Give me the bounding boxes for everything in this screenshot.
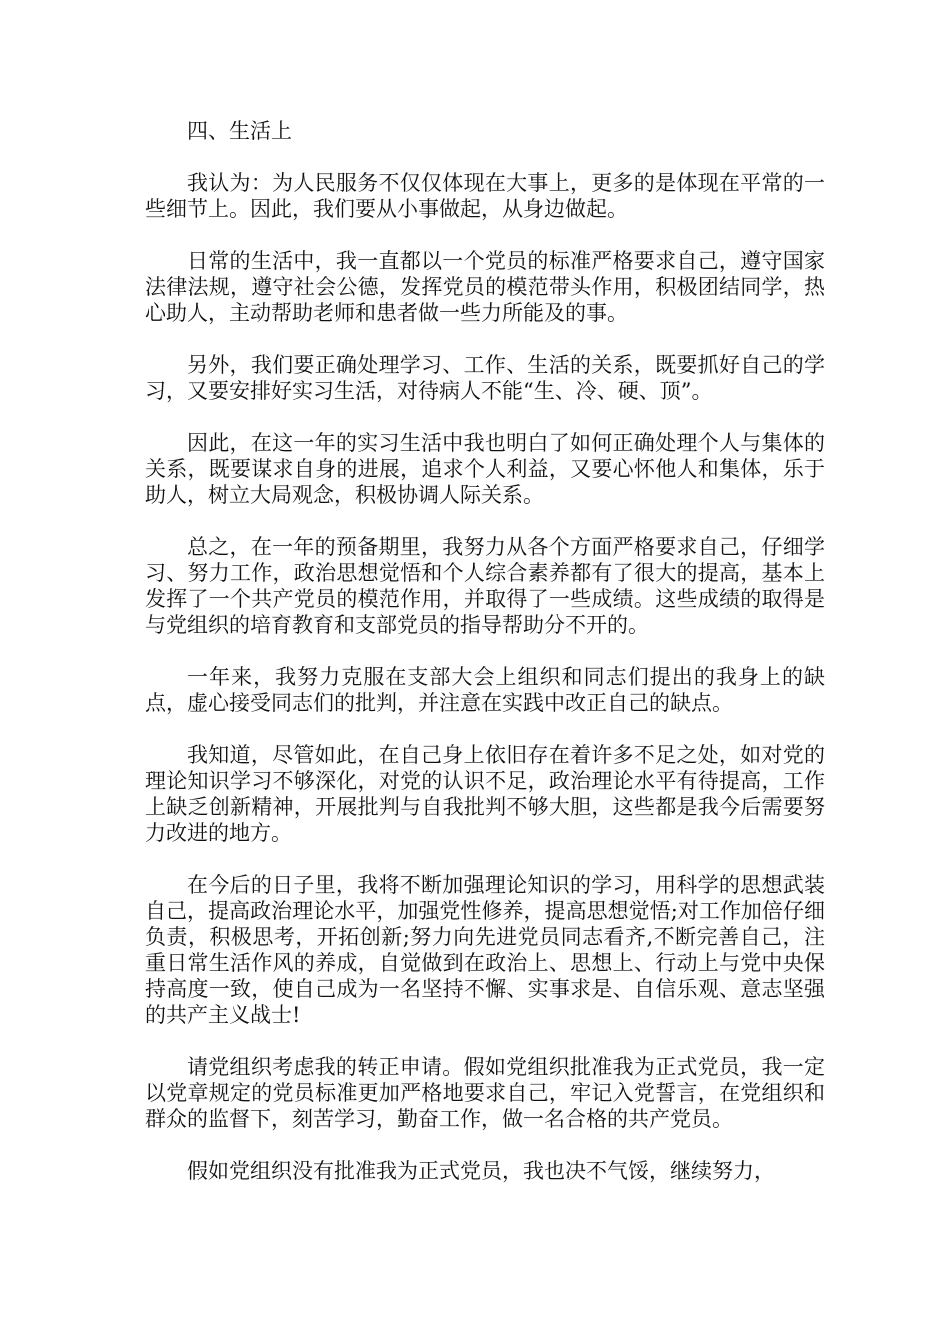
paragraph-5: 总之，在一年的预备期里，我努力从各个方面严格要求自己，仔细学习、努力工作，政治思想觉悟和个人综合素养都有了很大的提高，基本上发挥了一个共产党员的模范作用，并取得了一些成绩。这些成绩的取得是与党组织的培育教育和支部党员的指导帮助分不开的。 xyxy=(145,535,825,637)
paragraph-2: 日常的生活中，我一直都以一个党员的标准严格要求自己，遵守国家法律法规，遵守社会公德，发挥党员的模范带头作用，积极团结同学，热心助人，主动帮助老师和患者做一些力所能及的事。 xyxy=(145,249,825,325)
paragraph-8: 在今后的日子里，我将不断加强理论知识的学习，用科学的思想武装自己，提高政治理论水平，加强党性修养，提高思想觉悟;对工作加倍仔细负责，积极思考，开拓创新;努力向先进党员同志看齐,不断完善自己，注重日常生活作风的养成，自觉做到在政治上、思想上、行动上与党中央保持高度一致，使自己成为一名坚持不懈、实事求是、自信乐观、意志坚强的共产主义战士! xyxy=(145,873,825,1027)
paragraph-1: 我认为：为人民服务不仅仅体现在大事上，更多的是体现在平常的一些细节上。因此，我们要从小事做起，从身边做起。 xyxy=(145,171,825,221)
paragraph-9: 请党组织考虑我的转正申请。假如党组织批准我为正式党员，我一定以党章规定的党员标准更加严格地要求自己，牢记入党誓言，在党组织和群众的监督下，刻苦学习，勤奋工作，做一名合格的共产党员。 xyxy=(145,1055,825,1131)
paragraph-6: 一年来，我努力克服在支部大会上组织和同志们提出的我身上的缺点，虚心接受同志们的批判，并注意在实践中改正自己的缺点。 xyxy=(145,665,825,715)
paragraph-10: 假如党组织没有批准我为正式党员，我也决不气馁，继续努力， xyxy=(187,1159,775,1183)
document-body xyxy=(145,118,825,1210)
paragraph-7: 我知道，尽管如此，在自己身上依旧存在着许多不足之处，如对党的理论知识学习不够深化，对党的认识不足，政治理论水平有待提高，工作上缺乏创新精神，开展批判与自我批判不够大胆，这些都是我今后需要努力改进的地方。 xyxy=(145,743,825,845)
paragraph-3: 另外，我们要正确处理学习、工作、生活的关系，既要抓好自己的学习，又要安排好实习生活，对待病人不能“生、冷、硬、顶”。 xyxy=(145,353,825,403)
section-heading: 四、生活上 xyxy=(187,119,292,143)
paragraph-4: 因此，在这一年的实习生活中我也明白了如何正确处理个人与集体的关系，既要谋求自身的进展，追求个人利益，又要心怀他人和集体，乐于助人，树立大局观念，积极协调人际关系。 xyxy=(145,431,825,507)
